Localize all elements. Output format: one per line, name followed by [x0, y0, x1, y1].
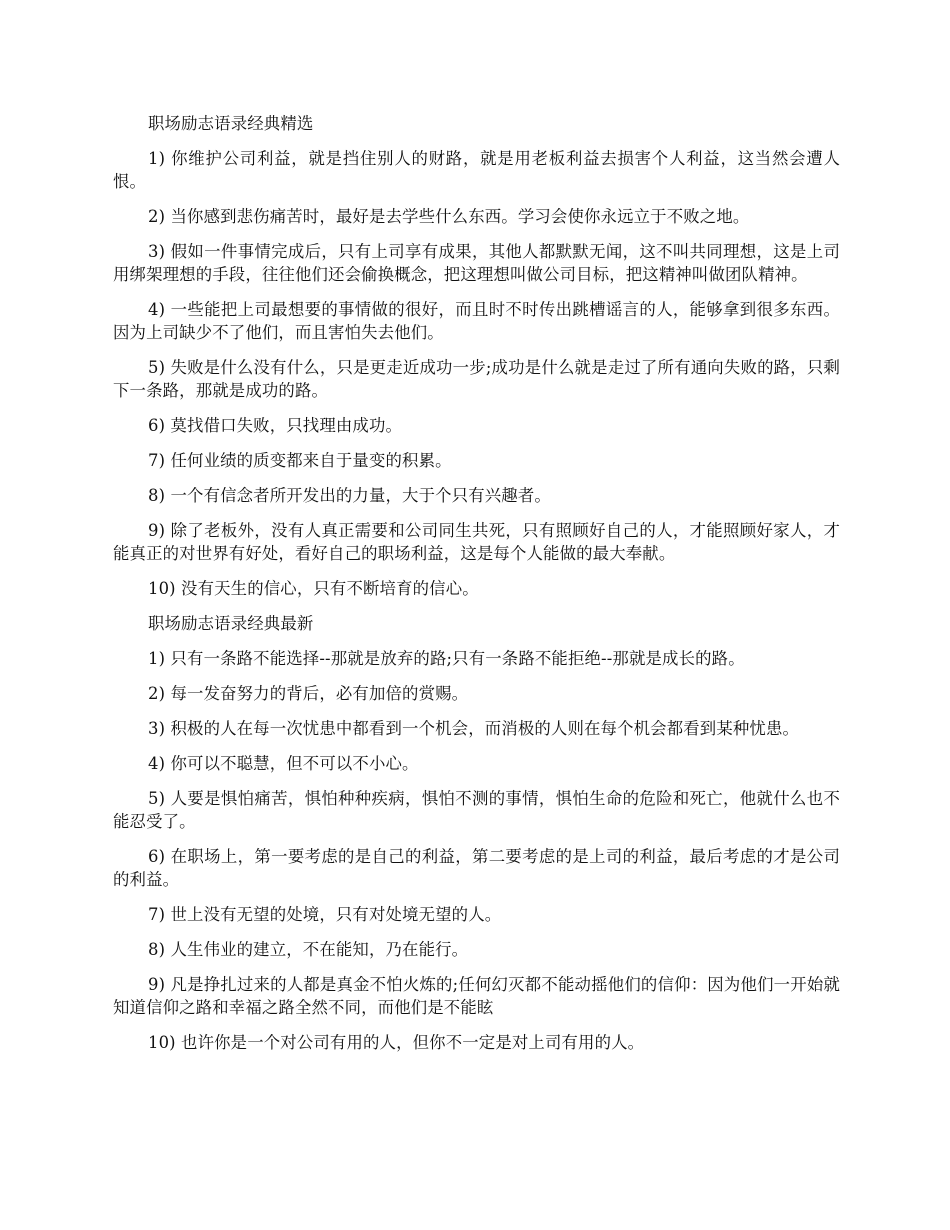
section-heading: 职场励志语录经典精选	[148, 114, 314, 133]
quote-paragraph: 1) 你维护公司利益，就是挡住别人的财路，就是用老板利益去损害个人利益，这当然会遭人恨。	[113, 149, 840, 191]
section-heading: 职场励志语录经典最新	[148, 614, 314, 633]
quote-paragraph: 2) 当你感到悲伤痛苦时，最好是去学些什么东西。学习会使你永远立于不败之地。	[148, 207, 750, 226]
quote-paragraph: 9) 凡是挣扎过来的人都是真金不怕火炼的;任何幻灭都不能动摇他们的信仰：因为他们一开始就知道信仰之路和幸福之路全然不同，而他们是不能眩	[113, 975, 840, 1017]
quote-paragraph: 10) 没有天生的信心，只有不断培育的信心。	[148, 579, 479, 598]
quote-paragraph: 6) 莫找借口失败，只找理由成功。	[148, 416, 403, 435]
quote-paragraph: 2) 每一发奋努力的背后，必有加倍的赏赐。	[148, 684, 469, 703]
quote-paragraph: 5) 人要是惧怕痛苦，惧怕种种疾病，惧怕不测的事情，惧怕生命的危险和死亡，他就什么也不能忍受了。	[113, 789, 840, 831]
quote-paragraph: 6) 在职场上，第一要考虑的是自己的利益，第二要考虑的是上司的利益，最后考虑的才是公司的利益。	[113, 847, 840, 889]
quote-paragraph: 8) 人生伟业的建立，不在能知，乃在能行。	[148, 940, 469, 959]
document-page	[113, 112, 840, 1066]
quote-paragraph: 1) 只有一条路不能选择--那就是放弃的路;只有一条路不能拒绝--那就是成长的路。	[148, 649, 745, 668]
quote-paragraph: 3) 积极的人在每一次忧患中都看到一个机会，而消极的人则在每个机会都看到某种忧患。	[148, 719, 800, 738]
quote-paragraph: 7) 任何业绩的质变都来自于量变的积累。	[148, 451, 452, 470]
quote-paragraph: 9) 除了老板外，没有人真正需要和公司同生共死，只有照顾好自己的人，才能照顾好家人，才能真正的对世界有好处，看好自己的职场利益，这是每个人能做的最大奉献。	[113, 521, 840, 563]
quote-paragraph: 4) 你可以不聪慧，但不可以不小心。	[148, 754, 419, 773]
quote-paragraph: 7) 世上没有无望的处境，只有对处境无望的人。	[148, 905, 502, 924]
quote-paragraph: 4) 一些能把上司最想要的事情做的很好，而且时不时传出跳槽谣言的人，能够拿到很多东西。因为上司缺少不了他们，而且害怕失去他们。	[113, 300, 840, 342]
quote-paragraph: 3) 假如一件事情完成后，只有上司享有成果，其他人都默默无闻，这不叫共同理想，这是上司用绑架理想的手段，往往他们还会偷换概念，把这理想叫做公司目标，把这精神叫做团队精神。	[113, 242, 840, 284]
quote-paragraph: 8) 一个有信念者所开发出的力量，大于个只有兴趣者。	[148, 486, 551, 505]
quote-paragraph: 5) 失败是什么没有什么，只是更走近成功一步;成功是什么就是走过了所有通向失败的路，只剩下一条路，那就是成功的路。	[113, 358, 840, 400]
quote-paragraph: 10) 也许你是一个对公司有用的人，但你不一定是对上司有用的人。	[148, 1033, 645, 1052]
